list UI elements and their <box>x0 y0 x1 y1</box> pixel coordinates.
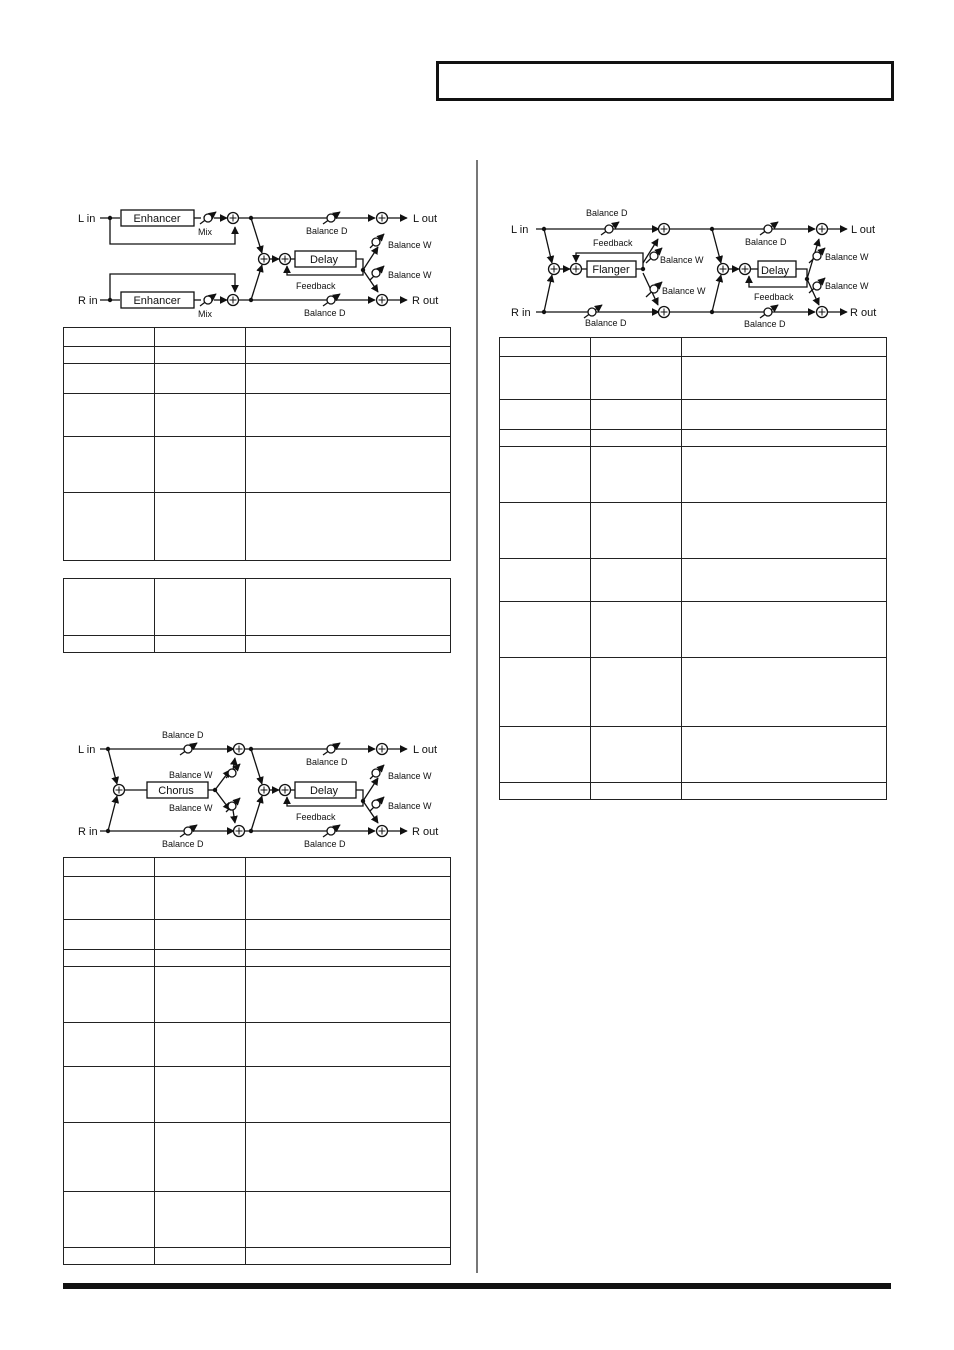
enhancer-delay-params-table <box>63 327 451 561</box>
delay-label: Delay <box>309 254 339 266</box>
balance-d-bottom-label: Balance D <box>162 839 204 849</box>
balance-d-l-label: Balance D <box>306 757 348 767</box>
table-row <box>500 727 887 783</box>
flanger-delay-diagram <box>496 205 896 335</box>
table-row <box>64 437 451 493</box>
l-in-label: L in <box>78 744 96 756</box>
table-row <box>500 503 887 559</box>
mix-r-label: Mix <box>198 309 212 319</box>
table-row <box>64 1123 451 1192</box>
balance-w-r-label: Balance W <box>388 801 432 811</box>
table-row <box>500 338 887 357</box>
feedback-label: Feedback <box>296 812 336 822</box>
balance-w-l-label: Balance W <box>388 771 432 781</box>
r-in-label: R in <box>511 307 531 319</box>
table-row <box>64 877 451 920</box>
r-out-label: R out <box>412 826 439 838</box>
table-row <box>64 1067 451 1123</box>
balance-w-top-label: Balance W <box>169 770 213 780</box>
table-row <box>500 602 887 658</box>
balance-d-l-label: Balance D <box>306 226 348 236</box>
l-in-label: L in <box>78 213 96 225</box>
table-row <box>500 357 887 400</box>
flanger-label: Flanger <box>592 264 630 276</box>
table-row <box>64 394 451 437</box>
chorus-delay-params-table <box>63 857 451 1265</box>
balance-w-bottom-label: Balance W <box>169 803 213 813</box>
chorus-delay-diagram <box>60 730 460 855</box>
table-row <box>64 347 451 364</box>
table-row <box>64 920 451 950</box>
enhancer-delay-extra-table <box>63 578 451 653</box>
flanger-delay-params-table <box>499 337 887 800</box>
table-row <box>64 1192 451 1248</box>
mix-l-label: Mix <box>198 227 212 237</box>
table-row <box>64 858 451 877</box>
balance-w-l-label: Balance W <box>388 240 432 250</box>
balance-d-top-label: Balance D <box>586 208 628 218</box>
enhancer-delay-diagram <box>60 200 460 325</box>
table-row <box>64 1023 451 1067</box>
balance-d-top-label: Balance D <box>162 730 204 740</box>
table-row <box>64 950 451 967</box>
table-row <box>500 400 887 430</box>
r-out-label: R out <box>412 295 439 307</box>
r-in-label: R in <box>78 826 98 838</box>
table-row <box>500 559 887 602</box>
table-row <box>64 364 451 394</box>
balance-w-r-label: Balance W <box>825 281 869 291</box>
r-out-label: R out <box>850 307 877 319</box>
enhancer-l-label: Enhancer <box>133 213 181 225</box>
r-in-label: R in <box>78 295 98 307</box>
header-box <box>436 61 894 101</box>
table-row <box>500 783 887 800</box>
balance-w-l-label: Balance W <box>825 252 869 262</box>
feedback-top-label: Feedback <box>593 238 633 248</box>
footer-bar <box>63 1283 891 1289</box>
feedback-bottom-label: Feedback <box>754 292 794 302</box>
table-row <box>64 493 451 561</box>
table-row <box>500 658 887 727</box>
l-in-label: L in <box>511 224 529 236</box>
table-row <box>64 636 451 653</box>
column-divider <box>476 160 478 1273</box>
balance-w-bottom-label: Balance W <box>662 286 706 296</box>
balance-w-r-label: Balance W <box>388 270 432 280</box>
l-out-label: L out <box>851 224 876 236</box>
balance-d-l-label: Balance D <box>745 237 787 247</box>
balance-d-bottom-label: Balance D <box>585 318 627 328</box>
balance-w-top-label: Balance W <box>660 255 704 265</box>
chorus-label: Chorus <box>158 785 194 797</box>
l-out-label: L out <box>413 744 438 756</box>
balance-d-r-label: Balance D <box>744 319 786 329</box>
table-row <box>64 967 451 1023</box>
table-row <box>64 579 451 636</box>
enhancer-r-label: Enhancer <box>133 295 181 307</box>
table-row <box>64 1248 451 1265</box>
table-row <box>500 430 887 447</box>
table-row <box>64 328 451 347</box>
delay-label: Delay <box>309 785 339 797</box>
delay-label: Delay <box>760 265 790 277</box>
table-row <box>500 447 887 503</box>
balance-d-r-label: Balance D <box>304 308 346 318</box>
feedback-label: Feedback <box>296 281 336 291</box>
l-out-label: L out <box>413 213 438 225</box>
balance-d-r-label: Balance D <box>304 839 346 849</box>
